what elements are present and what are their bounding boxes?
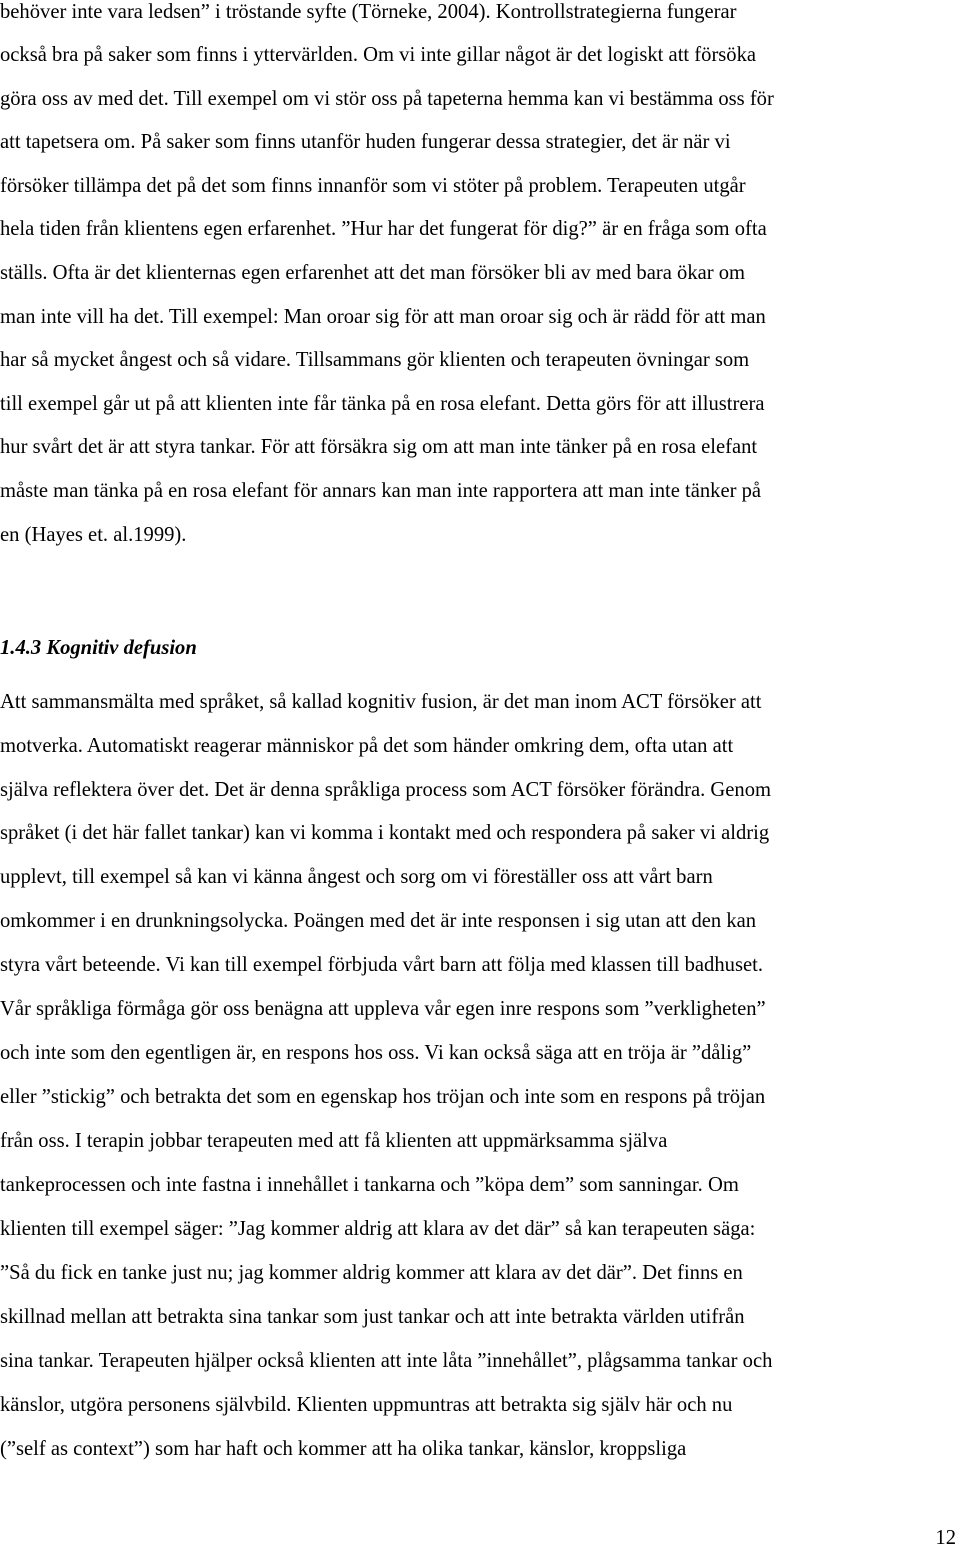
text-line: från oss. I terapin jobbar terapeuten med att få klienten att uppmärksamma själva — [0, 1130, 668, 1152]
text-line: till exempel går ut på att klienten inte får tänka på en rosa elefant. Detta görs för att illustrera — [0, 393, 765, 415]
text-line: hela tiden från klientens egen erfarenhet. ”Hur har det fungerat för dig?” är en fråga som ofta — [0, 218, 767, 240]
text-line: skillnad mellan att betrakta sina tankar som just tankar och att inte betrakta världen utifrån — [0, 1306, 745, 1328]
text-line: behöver inte vara ledsen” i tröstande syfte (Törneke, 2004). Kontrollstrategierna fungerar — [0, 1, 737, 23]
text-line: och inte som den egentligen är, en respons hos oss. Vi kan också säga att en tröja är ”dålig” — [0, 1042, 752, 1064]
text-line: försöker tillämpa det på det som finns innanför som vi stöter på problem. Terapeuten utgår — [0, 175, 746, 197]
text-line: klienten till exempel säger: ”Jag kommer aldrig att klara av det där” så kan terapeuten säga: — [0, 1218, 756, 1240]
text-line: en (Hayes et. al.1999). — [0, 524, 187, 546]
section-heading: 1.4.3 Kognitiv defusion — [0, 637, 197, 659]
text-line: känslor, utgöra personens självbild. Klienten uppmuntras att betrakta sig själv här och nu — [0, 1394, 733, 1416]
text-line: språket (i det här fallet tankar) kan vi komma i kontakt med och respondera på saker vi aldrig — [0, 822, 770, 844]
text-line: själva reflektera över det. Det är denna språkliga process som ACT försöker förändra. Genom — [0, 779, 772, 801]
text-line: tankeprocessen och inte fastna i innehållet i tankarna och ”köpa dem” som sanningar. Om — [0, 1174, 739, 1196]
text-line: måste man tänka på en rosa elefant för annars kan man inte rapportera att man inte tänker på — [0, 480, 762, 502]
text-line: också bra på saker som finns i yttervärlden. Om vi inte gillar något är det logiskt att försöka — [0, 44, 757, 66]
text-line: göra oss av med det. Till exempel om vi stör oss på tapeterna hemma kan vi bestämma oss för — [0, 88, 774, 110]
text-line: man inte vill ha det. Till exempel: Man oroar sig för att man oroar sig och är rädd för att man — [0, 306, 766, 328]
text-line: hur svårt det är att styra tankar. För att försäkra sig om att man inte tänker på en rosa elefant — [0, 436, 758, 458]
text-line: ställs. Ofta är det klienternas egen erfarenhet att det man försöker bli av med bara ökar om — [0, 262, 746, 284]
text-line: omkommer i en drunkningsolycka. Poängen med det är inte responsen i sig utan att den kan — [0, 910, 757, 932]
text-line: (”self as context”) som har haft och kommer att ha olika tankar, känslor, kroppsliga — [0, 1438, 687, 1460]
text-line: Att sammansmälta med språket, så kallad kognitiv fusion, är det man inom ACT försöker att — [0, 691, 762, 713]
text-line: att tapetsera om. På saker som finns utanför huden fungerar dessa strategier, det är när vi — [0, 131, 731, 153]
text-line: motverka. Automatiskt reagerar människor på det som händer omkring dem, ofta utan att — [0, 735, 734, 757]
text-line: ”Så du fick en tanke just nu; jag kommer aldrig kommer att klara av det där”. Det finns en — [0, 1262, 743, 1284]
text-line: eller ”stickig” och betrakta det som en egenskap hos tröjan och inte som en respons på tröjan — [0, 1086, 766, 1108]
text-line: har så mycket ångest och så vidare. Tillsammans gör klienten och terapeuten övningar som — [0, 349, 750, 371]
text-line: upplevt, till exempel så kan vi känna ångest och sorg om vi föreställer oss att vårt barn — [0, 866, 713, 888]
text-line: Vår språkliga förmåga gör oss benägna att uppleva vår egen inre respons som ”verkligheten” — [0, 998, 766, 1020]
text-line: styra vårt beteende. Vi kan till exempel förbjuda vårt barn att följa med klassen till badhuset. — [0, 954, 763, 976]
page-number: 12 — [935, 1527, 956, 1549]
text-line: sina tankar. Terapeuten hjälper också klienten att inte låta ”innehållet”, plågsamma tankar och — [0, 1350, 773, 1372]
